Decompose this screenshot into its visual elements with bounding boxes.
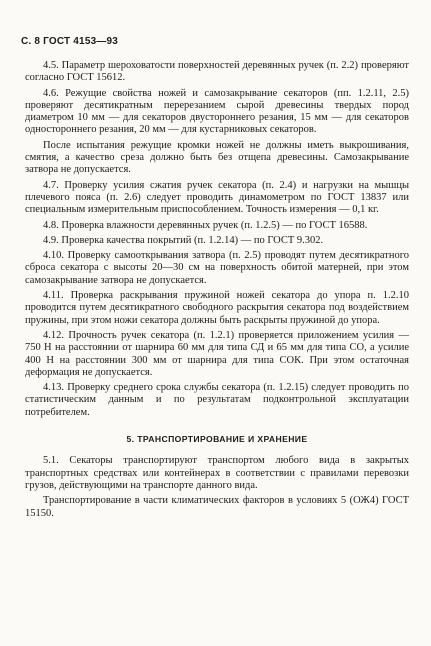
paragraph-4-12: 4.12. Прочность ручек секатора (п. 1.2.1) проверяется приложением усилия — 750 Н на расстоянии от шарнира 60 мм для типа СД и 65 мм для типа СО, а усилие 400 Н на расстоянии 300 мм от шарнира для типа СОК. При этом остаточная деформация не допускается. bbox=[25, 329, 409, 378]
paragraph-4-9: 4.9. Проверка качества покрытий (п. 1.2.14) — по ГОСТ 9.302. bbox=[43, 234, 324, 246]
paragraph-4-5: 4.5. Параметр шероховатости поверхностей деревянных ручек (п. 2.2) проверяют согласно ГОСТ 15612. bbox=[25, 60, 409, 84]
paragraph-4-11: 4.11. Проверка раскрывания пружиной ножей секатора до упора п. 1.2.10 проводится путем десятикратного свободного раскрытия секатора под воздействием пружины, при этом ножи секатора должны быть раскрыты пружиной до упора. bbox=[25, 290, 409, 326]
paragraph-4-13: 4.13. Проверку среднего срока службы секатора (п. 1.2.15) следует проводить по статистическим данным и по результатам подконтрольной эксплуатации потребителем. bbox=[25, 382, 409, 418]
section-title: 5. ТРАНСПОРТИРОВАНИЕ И ХРАНЕНИЕ bbox=[126, 434, 308, 445]
paragraph-4-6: 4.6. Режущие свойства ножей и самозакрывание секаторов (пп. 1.2.11, 2.5) проверяют десятикратным перерезанием сырой древесины твердых пород диаметром 10 мм — для секаторов двустороннего резания, 15 мм — для секаторов одностороннего резания, 20 мм — для кустарниковых секаторов. bbox=[25, 87, 409, 136]
document-body bbox=[25, 60, 409, 520]
paragraph-5-1: 5.1. Секаторы транспортируют транспортом любого вида в закрытых транспортных средствах или контейнерах в соответствии с правилами перевозки грузов, действующими на транспорте данного вида. bbox=[25, 455, 409, 491]
paragraph-4-6-note: После испытания режущие кромки ножей не должны иметь выкрошивания, смятия, а качество среза должно быть без отщепа древесины. Самозакрывание затвора не допускается. bbox=[25, 139, 409, 176]
paragraph-4-7: 4.7. Проверку усилия сжатия ручек секатора (п. 2.4) и нагрузки на мышцы плечевого пояса (п. 2.6) следует проводить динамометром по ГОСТ 13837 или специальным измерительным приспособлением. Точность измерения — 0,1 кг. bbox=[25, 179, 409, 216]
page-header: С. 8 ГОСТ 4153—93 bbox=[21, 36, 119, 47]
paragraph-5-1-transport: Транспортирование в части климатических факторов в условиях 5 (ОЖ4) ГОСТ 15150. bbox=[25, 495, 409, 519]
paragraph-4-8: 4.8. Проверка влажности деревянных ручек (п. 1.2.5) — по ГОСТ 16588. bbox=[43, 219, 368, 231]
paragraph-4-10: 4.10. Проверку самооткрывания затвора (п. 2.5) проводят путем десятикратного сброса секатора с высоты 20—30 см на поверхность обитой матерней, при этом самозакрывание затвора не допускается. bbox=[25, 250, 409, 286]
